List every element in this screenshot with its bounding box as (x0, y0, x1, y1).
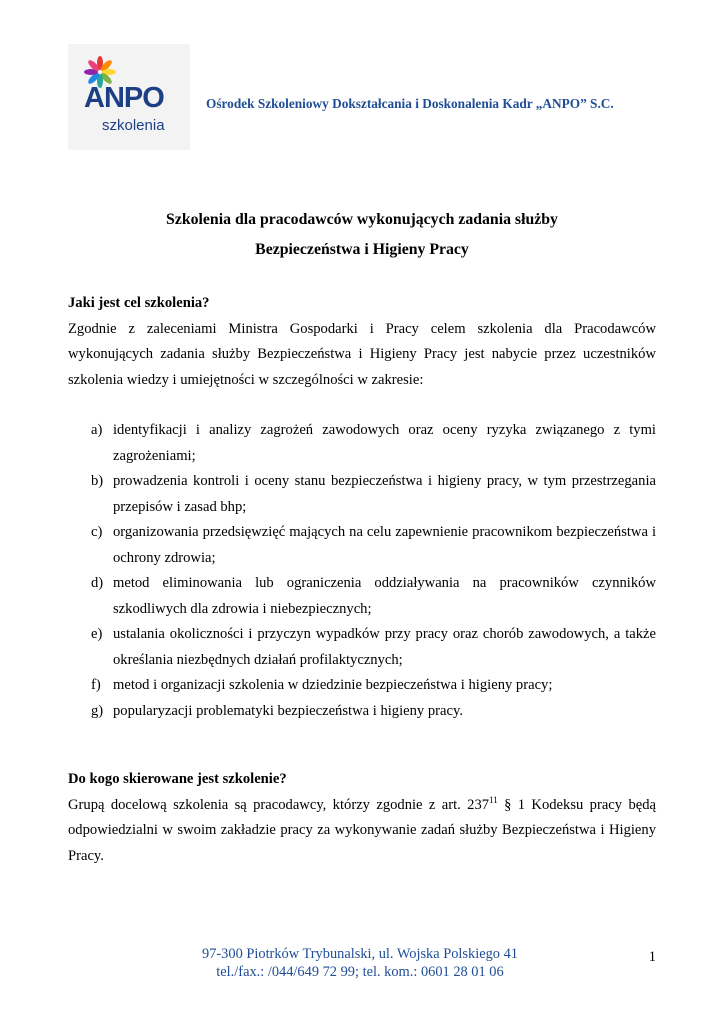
list-item-text: popularyzacji problematyki bezpieczeństwa i higieny pracy. (113, 702, 463, 719)
footer-address: 97-300 Piotrków Trybunalski, ul. Wojska Polskiego 41 (202, 946, 518, 962)
list-item (68, 520, 656, 571)
list-item-text: prowadzenia kontroli i oceny stanu bezpieczeństwa i higieny pracy, w tym przestrzegania przepisów i zasad bhp; (113, 473, 656, 515)
section-audience-text (68, 793, 656, 870)
list-item (68, 673, 656, 699)
logo-brand-text: ANPO (84, 82, 164, 114)
list-marker: d) (91, 575, 104, 591)
list-item (68, 622, 656, 673)
list-item-text: organizowania przedsięwzięć mających na celu zapewnienie pracownikom bezpieczeństwa i ochrony zdrowia; (113, 524, 656, 566)
header-organization: Ośrodek Szkoleniowy Dokształcania i Doskonalenia Kadr „ANPO” S.C. (206, 96, 614, 111)
list-marker: a) (91, 422, 103, 438)
list-marker: f) (91, 677, 101, 693)
document-title-line-2: Bezpieczeństwa i Higieny Pracy (255, 241, 469, 258)
section-audience-heading: Do kogo skierowane jest szkolenie? (68, 771, 287, 787)
list-item-text: identyfikacji i analizy zagrożeń zawodowych oraz oceny ryzyka związanego z tymi zagrożeniami; (113, 422, 656, 464)
list-item (68, 469, 656, 520)
section-goal-intro: Zgodnie z zaleceniami Ministra Gospodarki i Pracy celem szkolenia dla Pracodawców wykonujących zadania służby Bezpieczeństwa i Higieny Pracy jest nabycie przez uczestników szkolenia wiedzy i umiejętności w szczególności w zakresie: (68, 320, 656, 388)
list-item (68, 699, 656, 725)
footer-contact: tel./fax.: /044/649 72 99; tel. kom.: 0601 28 01 06 (216, 964, 504, 980)
list-marker: b) (91, 473, 104, 489)
list-item-text: ustalania okoliczności i przyczyn wypadków przy pracy oraz chorób zawodowych, a także określania niezbędnych działań profilaktycznych; (113, 626, 656, 668)
list-marker: e) (91, 626, 103, 642)
list-item-text: metod eliminowania lub ograniczenia oddziaływania na pracowników czynników szkodliwych dla zdrowia i niebezpiecznych; (113, 575, 656, 617)
document-title-line-1: Szkolenia dla pracodawców wykonujących zadania służby (166, 211, 558, 228)
list-item (68, 571, 656, 622)
list-item (68, 418, 656, 469)
section-goal (68, 291, 656, 724)
section-audience (68, 767, 656, 869)
section-goal-heading: Jaki jest cel szkolenia? (68, 295, 210, 311)
logo-subtitle-text: szkolenia (102, 117, 165, 134)
audience-text-part-2: § 1 Kodeksu pracy będą odpowiedzialni w swoim zakładzie pracy za wykonywanie zadań służby Bezpieczeństwa i Higieny Pracy. (68, 796, 656, 864)
anpo-logo (68, 44, 190, 150)
goal-list (68, 418, 656, 724)
list-item-text: metod i organizacji szkolenia w dziedzinie bezpieczeństwa i higieny pracy; (113, 677, 553, 693)
list-marker: g) (91, 702, 104, 719)
audience-text-part-1: Grupą docelową szkolenia są pracodawcy, którzy zgodnie z art. 237 (68, 796, 490, 813)
list-marker: c) (91, 524, 103, 540)
article-superscript: 11 (489, 794, 498, 805)
page-number: 1 (648, 949, 656, 965)
